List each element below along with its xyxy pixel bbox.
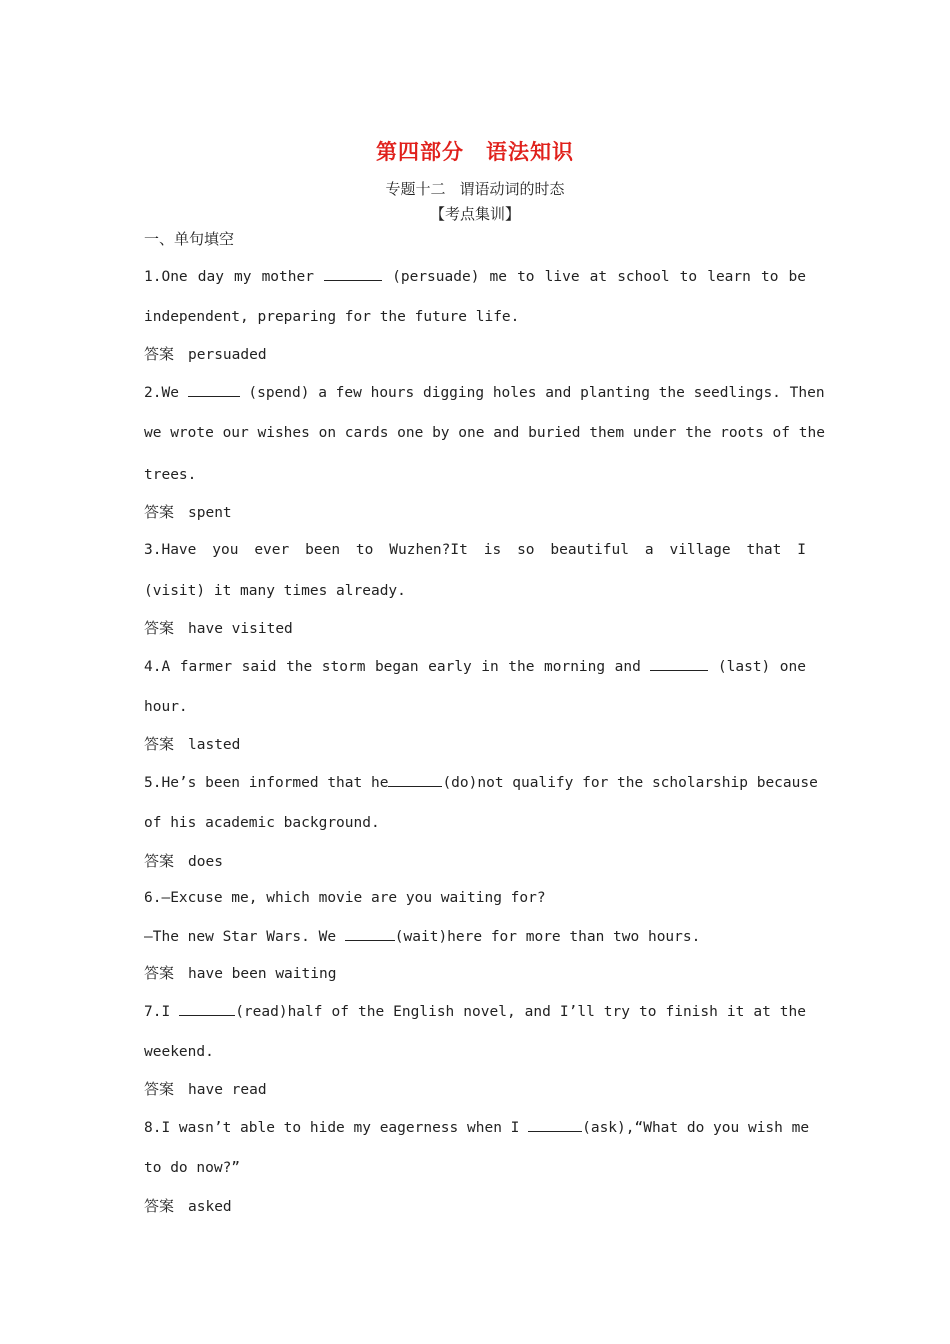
subtitle-part: 谓语动词的时态: [459, 180, 565, 198]
question-1-line-2: independent, preparing for the future life.: [144, 309, 520, 325]
question-1-line-1: 1.One day my mother (persuade) me to live at school to learn to be: [144, 266, 806, 287]
subtitle-part: 专题十二: [385, 180, 446, 198]
section-heading: 一、单句填空: [144, 230, 235, 248]
question-4-line-1: 4.A farmer said the storm began early in the morning and (last) one: [144, 656, 806, 677]
question-3-line-1: 3.Have you ever been to Wuzhen?It is so beautiful a village that I: [144, 542, 806, 558]
answer-blank: [188, 382, 240, 397]
question-7-line-1: 7.I (read)half of the English novel, and I’ll try to finish it at the: [144, 1001, 806, 1022]
answer-blank: [388, 772, 442, 787]
question-8-line-1: 8.I wasn’t able to hide my eagerness when I (ask),“What do you wish me: [144, 1117, 806, 1138]
question-6-line-2: —The new Star Wars. We (wait)here for more than two hours.: [144, 926, 806, 947]
page-title: [0, 136, 950, 166]
answer-4: 答案 lasted: [144, 735, 241, 753]
answer-1: 答案 persuaded: [144, 345, 267, 363]
question-4-line-2: hour.: [144, 699, 188, 715]
answer-blank: [650, 656, 708, 671]
section-tag: 【考点集训】: [429, 205, 520, 223]
question-2-line-1: 2.We (spend) a few hours digging holes and planting the seedlings. Then: [144, 382, 806, 403]
answer-blank: [345, 926, 395, 941]
question-2-line-3: trees.: [144, 467, 197, 483]
answer-blank: [324, 266, 382, 281]
answer-2: 答案 spent: [144, 503, 232, 521]
question-3-line-2: (visit) it many times already.: [144, 583, 406, 599]
answer-3: 答案 have visited: [144, 619, 293, 637]
page-subtitle: [0, 178, 950, 199]
question-7-line-2: weekend.: [144, 1044, 214, 1060]
question-8-line-2: to do now?”: [144, 1160, 241, 1176]
question-6-line-1: 6.—Excuse me, which movie are you waiting for?: [144, 890, 546, 906]
answer-7: 答案 have read: [144, 1080, 267, 1098]
question-5-line-1: 5.He’s been informed that he (do)not qualify for the scholarship because: [144, 772, 806, 793]
question-2-line-2: we wrote our wishes on cards one by one and buried them under the roots of the: [144, 425, 825, 441]
answer-blank: [179, 1001, 235, 1016]
question-5-line-2: of his academic background.: [144, 815, 380, 831]
answer-5: 答案 does: [144, 852, 223, 870]
answer-6: 答案 have been waiting: [144, 964, 337, 982]
answer-blank: [528, 1117, 582, 1132]
title-part: 第四部分: [376, 140, 464, 164]
title-part: 语法知识: [486, 140, 574, 164]
answer-8: 答案 asked: [144, 1197, 232, 1215]
